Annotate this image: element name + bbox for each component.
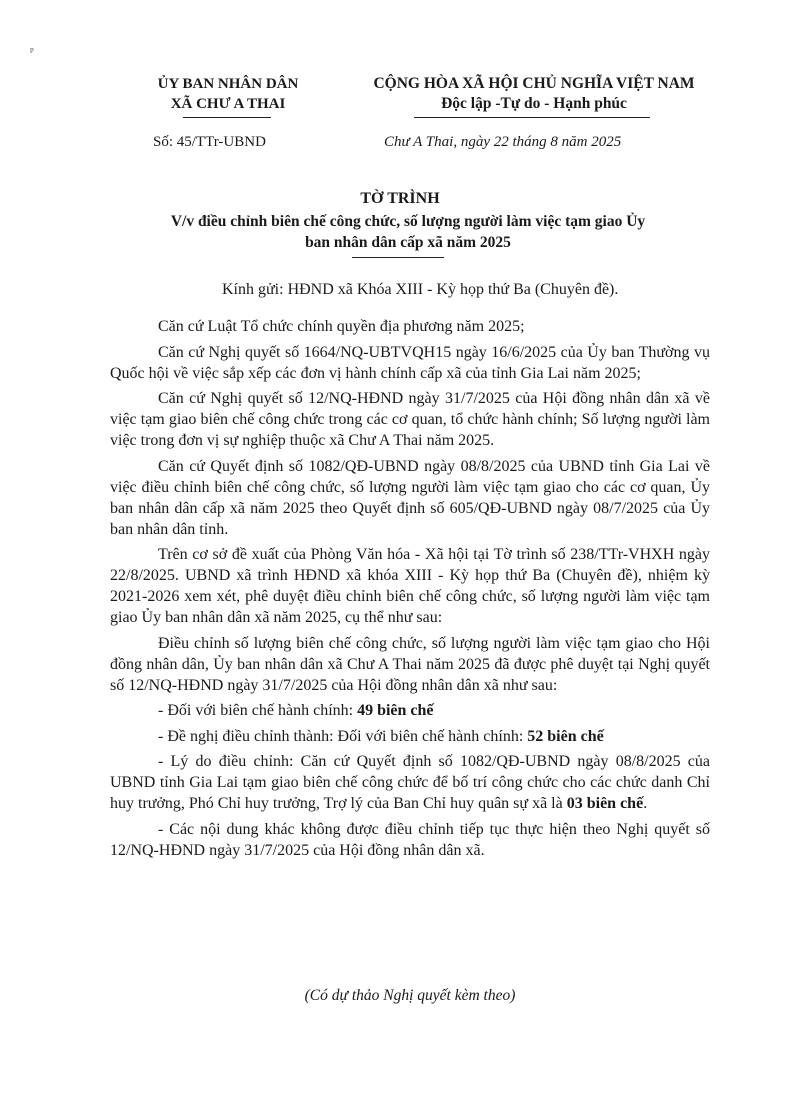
motto-underline bbox=[414, 117, 650, 118]
subject-line-2: ban nhân dân cấp xã năm 2025 bbox=[305, 234, 511, 251]
bullet-reason bbox=[110, 751, 710, 814]
paragraph-adjustment: Điều chỉnh số lượng biên chế công chức, số lượng người làm việc tạm giao cho Hội đồng nhân dân, Ủy ban nhân dân xã Chư A Thai năm 2025 đã được phê duyệt tại Nghị quyết số 12/NQ-HĐND ngày 31/7/2025 của Hội đồng nhân dân xã như sau: bbox=[110, 634, 710, 694]
bullet-proposed-quota-value: 52 biên chế bbox=[527, 727, 604, 745]
recipient-line: Kính gửi: HĐND xã Khóa XIII - Kỳ họp thứ Ba (Chuyên đề). bbox=[222, 281, 619, 298]
document-subject bbox=[96, 211, 720, 253]
bullet-current-quota-value: 49 biên chế bbox=[357, 702, 434, 719]
bullet-proposed-quota bbox=[110, 726, 710, 747]
bullet-reason-text: - Lý do điều chỉnh: Căn cứ Quyết định số 1082/QĐ-UBND ngày 08/8/2025 của UBND tỉnh Gia Lai tạm giao biên chế công chức để bố trí công chức cho các chức danh Chỉ huy trưởng, Phó Chỉ huy trưởng, Trợ lý của Ban Chỉ huy quân sự xã là bbox=[110, 753, 710, 812]
bullet-proposed-quota-text: - Đề nghị điều chỉnh thành: Đối với biên chế hành chính: bbox=[158, 727, 528, 745]
paragraph-legal-basis-3: Căn cứ Nghị quyết số 12/NQ-HĐND ngày 31/7/2025 của Hội đồng nhân dân xã về việc tạm giao biên chế công chức trong các cơ quan, tổ chức hành chính; Số lượng người làm việc trong đơn vị sự nghiệp thuộc xã Chư A Thai năm 2025. bbox=[110, 390, 710, 449]
national-header bbox=[330, 74, 738, 114]
scan-mark: ᵖ bbox=[30, 44, 34, 58]
subject-underline bbox=[352, 257, 444, 258]
bullet-reason-value: 03 biên chế bbox=[566, 795, 644, 812]
bullet-current-quota-text: - Đối với biên chế hành chính: bbox=[158, 702, 358, 719]
subject-line-1: V/v điều chỉnh biên chế công chức, số lượng người làm việc tạm giao Ủy bbox=[170, 213, 646, 230]
paragraph-legal-basis-1: Căn cứ Luật Tổ chức chính quyền địa phương năm 2025; bbox=[158, 318, 525, 335]
national-motto: Độc lập -Tự do - Hạnh phúc bbox=[441, 95, 627, 112]
bullet-reason-end: . bbox=[643, 795, 648, 812]
bullet-other-content: - Các nội dung khác không được điều chỉnh tiếp tục thực hiện theo Nghị quyết số 12/NQ-HĐND ngày 31/7/2025 của Hội đồng nhân dân xã. bbox=[110, 820, 710, 859]
paragraph-proposal: Trên cơ sở đề xuất của Phòng Văn hóa - Xã hội tại Tờ trình số 238/TTr-VHXH ngày 22/8/2025. UBND xã trình HĐND xã khóa XIII - Kỳ họp thứ Ba (Chuyên đề), nhiệm kỳ 2021-2026 xem xét, phê duyệt điều chỉnh biên chế công chức, số lượng người làm việc tạm giao Ủy ban nhân dân xã năm 2025, cụ thể như sau: bbox=[110, 546, 710, 626]
authority-line-2: XÃ CHƯ A THAI bbox=[170, 96, 286, 112]
paragraph-legal-basis-4: Căn cứ Quyết định số 1082/QĐ-UBND ngày 08/8/2025 của UBND tỉnh Gia Lai về việc điều chỉnh biên chế công chức, số lượng người làm việc tạm giao cho các cơ quan, Ủy ban nhân dân cấp xã năm 2025 theo Quyết định số 605/QĐ-UBND ngày 08/7/2025 của Ủy ban nhân dân tỉnh. bbox=[110, 457, 710, 538]
document-body bbox=[110, 316, 710, 865]
country-name: CỘNG HÒA XÃ HỘI CHỦ NGHĨA VIỆT NAM bbox=[373, 75, 695, 92]
document-number: Số: 45/TTr-UBND bbox=[153, 134, 266, 150]
attachment-note: (Có dự thảo Nghị quyết kèm theo) bbox=[304, 987, 516, 1004]
authority-line-1: ỦY BAN NHÂN DÂN bbox=[157, 76, 299, 92]
authority-underline bbox=[183, 117, 271, 118]
document-title: TỜ TRÌNH bbox=[360, 190, 440, 207]
paragraph-legal-basis-2: Căn cứ Nghị quyết số 1664/NQ-UBTVQH15 ngày 16/6/2025 của Ủy ban Thường vụ Quốc hội về việc sắp xếp các đơn vị hành chính cấp xã của tỉnh Gia Lai năm 2025; bbox=[110, 343, 710, 382]
issuing-authority bbox=[138, 74, 318, 114]
bullet-current-quota bbox=[110, 700, 710, 721]
place-and-date: Chư A Thai, ngày 22 tháng 8 năm 2025 bbox=[384, 134, 622, 150]
